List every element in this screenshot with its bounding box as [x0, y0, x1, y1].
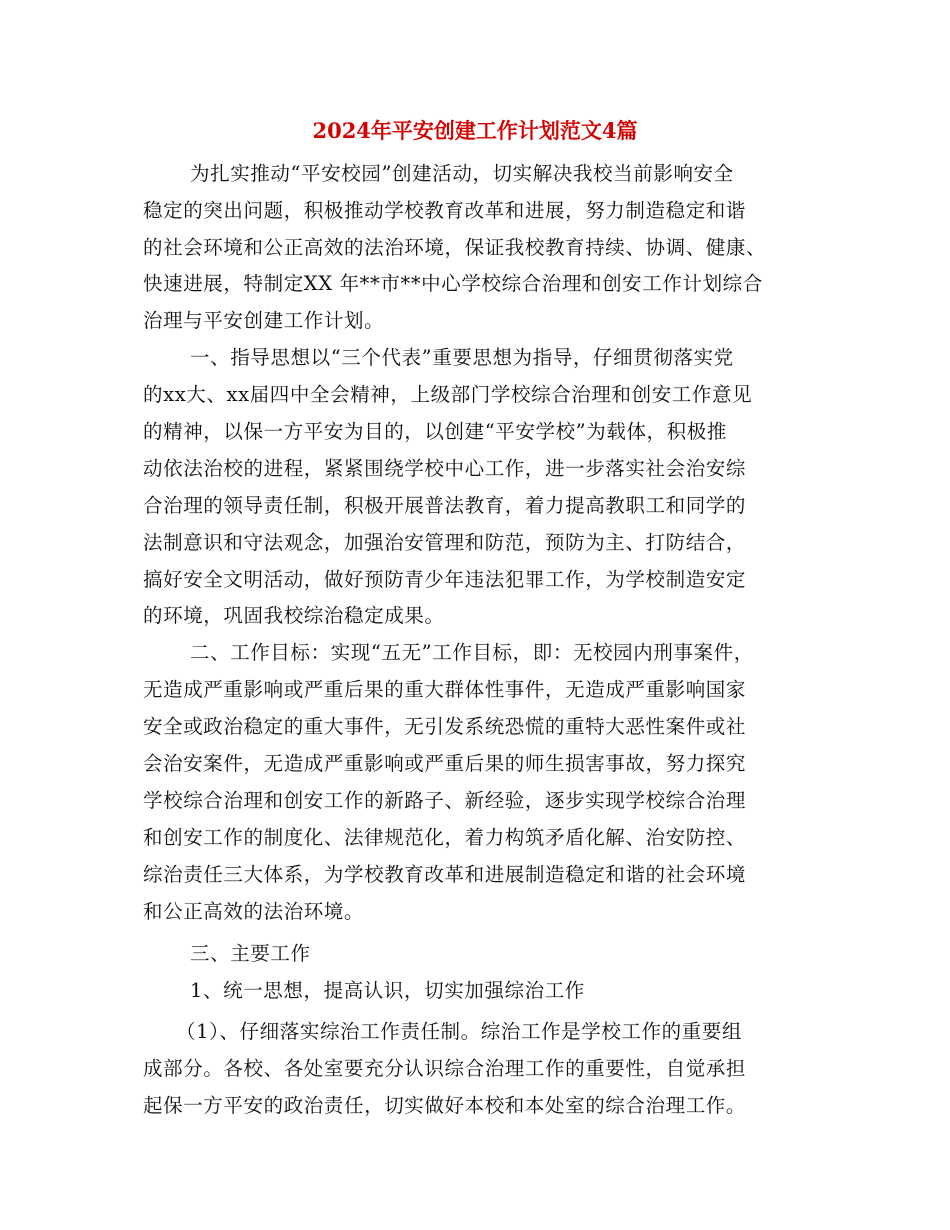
paragraph-line: 搞好安全文明活动，做好预防青少年违法犯罪工作，为学校制造安定 [143, 568, 747, 591]
paragraph-line: 二、工作目标：实现“五无”工作目标，即：无校园内刑事案件， [190, 641, 754, 664]
paragraph-line: 的精神，以保一方平安为目的，以创建“平安学校”为载体，积极推 [143, 420, 727, 443]
paragraph-line: 动依法治校的进程，紧紧围绕学校中心工作，进一步落实社会治安综 [143, 457, 747, 480]
paragraph-line: 和创安工作的制度化、法律规范化，着力构筑矛盾化解、治安防控、 [143, 826, 747, 849]
paragraph-line: 稳定的突出问题，积极推动学校教育改革和进展，努力制造稳定和谐 [143, 199, 747, 222]
paragraph-line: 为扎实推动“平安校园”创建活动，切实解决我校当前影响安全 [190, 162, 734, 185]
paragraph-line: 会治安案件，无造成严重影响或严重后果的师生损害事故，努力探究 [143, 752, 747, 775]
paragraph-line: 起保一方平安的政治责任，切实做好本校和本处室的综合治理工作。 [143, 1094, 747, 1117]
paragraph-line: 成部分。各校、各处室要充分认识综合治理工作的重要性，自觉承担 [143, 1057, 747, 1080]
paragraph-line: 合治理的领导责任制，积极开展普法教育，着力提高教职工和同学的 [143, 494, 747, 517]
subsection-heading: 1、统一思想，提高认识，切实加强综治工作 [190, 979, 585, 1002]
section-heading: 三、主要工作 [190, 942, 311, 965]
paragraph-line: 的xx大、xx届四中全会精神，上级部门学校综合治理和创安工作意见 [143, 383, 753, 406]
paragraph-line: 学校综合治理和创安工作的新路子、新经验，逐步实现学校综合治理 [143, 789, 747, 812]
paragraph-line: 和公正高效的法治环境。 [143, 900, 365, 923]
paragraph-line: 法制意识和守法观念，加强治安管理和防范，预防为主、打防结合， [143, 531, 747, 554]
paragraph-line: 治理与平安创建工作计划。 [143, 309, 385, 332]
paragraph-line: 的环境，巩固我校综治稳定成果。 [143, 604, 445, 627]
paragraph-line: （1）、仔细落实综治工作责任制。综治工作是学校工作的重要组 [176, 1020, 743, 1043]
document-title: 2024年平安创建工作计划范文4篇 [312, 118, 638, 143]
paragraph-line: 一、指导思想以“三个代表”重要思想为指导，仔细贯彻落实党 [190, 346, 734, 369]
paragraph-line: 的社会环境和公正高效的法治环境，保证我校教育持续、协调、健康、 [143, 236, 767, 259]
paragraph-line: 安全或政治稳定的重大事件，无引发系统恐慌的重特大恶性案件或社 [143, 715, 747, 738]
paragraph-line: 快速进展，特制定XX 年**市**中心学校综合治理和创安工作计划综合 [143, 272, 763, 295]
paragraph-line: 综治责任三大体系，为学校教育改革和进展制造稳定和谐的社会环境 [143, 863, 747, 886]
paragraph-line: 无造成严重影响或严重后果的重大群体性事件，无造成严重影响国家 [143, 678, 747, 701]
